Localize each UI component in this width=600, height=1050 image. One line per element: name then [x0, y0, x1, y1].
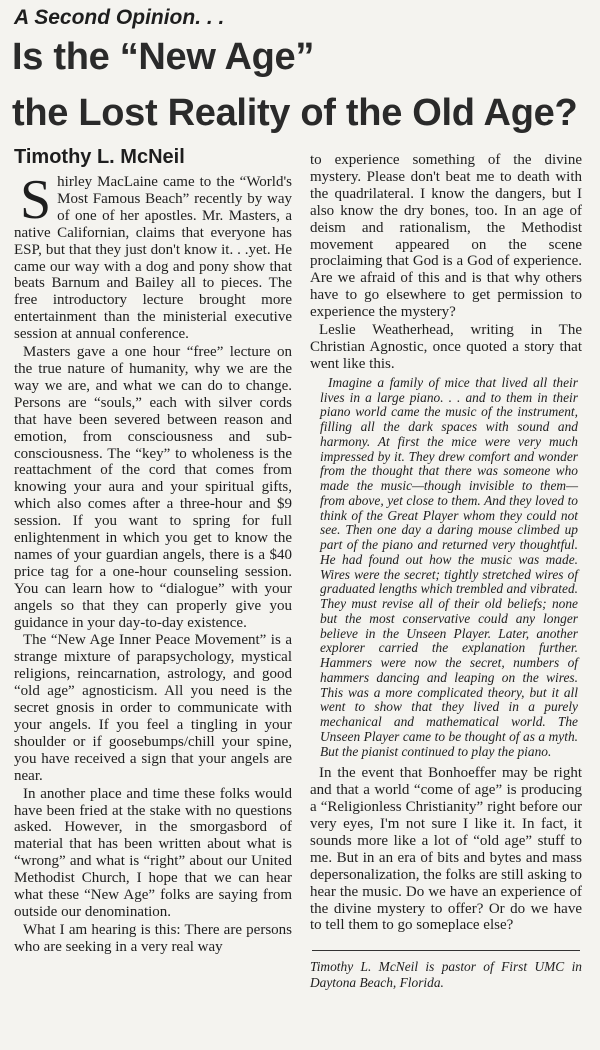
block-quote	[320, 376, 578, 760]
paragraph: The “New Age Inner Peace Movement” is a strange mixture of parapsychology, mystical religions, reincarnation, astrology, and good “old age” agnosticism. All you need is the secret gnosis in order to communicate with your angels. If you feel a tingling in your shoulder or if goosebumps/chill your spine, you have received a sign that your angels are near.	[14, 632, 292, 784]
paragraph: Masters gave a one hour “free” lecture on the true nature of humanity, why we are the way we are, and what we can do to change. Persons are “souls,” each with silver cords that have been severed between reason and emotion, from consciousness and sub-consciousness. The “key” to wholeness is the reattachment of the cord that comes from knowing your aura and your spiritual gifts, which also comes after a three-hour and $9 session. If you want to spring for full enlightenment in which you get to know the names of your guardian angels, there is a $40 price tag for a one-hour counseling session. You can learn how to “dialogue” with your angels so that they can properly give you guidance in your day-to-day existence.	[14, 344, 292, 631]
divider	[312, 950, 580, 951]
paragraph: In the event that Bonhoeffer may be right and that a world “come of age” is producing a “Religionless Christianity” right before our very eyes, I'm not sure I like it. In fact, it sounds more like a lot of “old age” stuff to me. But in an era of bits and bytes and mass depersonalization, the folks are still asking to hear the music. Do we have an experience of the divine mystery to offer? Or do we have to tell them to go someplace else?	[310, 765, 583, 934]
right-column	[310, 152, 582, 991]
quote-text: Imagine a family of mice that lived all their lives in a large piano. . . and to them in their piano world came the music of the instrument, filling all the dark spaces with sound and harmony. At first the mice were very much impressed by it. They drew comfort and wonder from the thought that there was someone who made the music—though invisible to them—from above, yet close to them. And they loved to think of the Great Player whom they could not see. Then one day a daring mouse climbed up part of the piano and returned very thoughtful. He had found out how the music was made. Wires were the secret; tightly stretched wires of graduated lengths which trembled and vibrated. They must revise all of their old beliefs; none but the most conservative could any longer believe in the Unseen Player. Later, another explorer carried the explanation further. Hammers were now the secret, numbers of hammers dancing and leaping on the wires. This was a more complicated theory, but it all went to show that they lived in a purely mechanical and mathematical world. The Unseen Player came to be thought of as a myth. But the pianist continued to play the piano.	[320, 374, 578, 759]
kicker: A Second Opinion. . .	[14, 6, 225, 29]
paragraph: In another place and time these folks would have been fried at the stake with no questions asked. However, in the smorgasbord of material that has been written about what is “wrong” and what is “right” about our United Methodist Church, I hope that we can hear what these “New Age” folks are saying from outside our denomination.	[14, 785, 292, 920]
headline-line-1: Is the “New Age”	[12, 36, 315, 78]
paragraph	[14, 169, 292, 343]
drop-cap: S	[20, 169, 52, 231]
paragraph: Leslie Weatherhead, writing in The Christian Agnostic, once quoted a story that went like this.	[310, 322, 582, 372]
paragraph: to experience something of the divine mystery. Please don't beat me to death with the quadrilateral. I know the dangers, but I also know the dry bones, too. In an age of deism and rationalism, the Methodist movement appeared on the scene proclaiming that God is a God of experience. Are we afraid of this and is that why others have to go elsewhere to get permission to experience the mystery?	[310, 152, 582, 321]
paragraph-text: hirley MacLaine came to the “World's Most Famous Beach” recently by way of one of her apostles. Mr. Masters, a native Californian, claims that everyone has ESP, but that they just don't know it. . .yet. He came our way with a dog and pony show that beats Barnum and Bailey all to pieces. The free introductory lecture brought more entertainment than the ministerial executive session at annual conference.	[14, 174, 292, 343]
byline: Timothy L. McNeil	[14, 146, 185, 168]
paragraph: What I am hearing is this: There are persons who are seeking in a very real way	[14, 921, 292, 955]
headline-line-2: the Lost Reality of the Old Age?	[12, 92, 578, 134]
author-note: Timothy L. McNeil is pastor of First UMC in Daytona Beach, Florida.	[310, 959, 582, 990]
left-column	[14, 169, 292, 957]
